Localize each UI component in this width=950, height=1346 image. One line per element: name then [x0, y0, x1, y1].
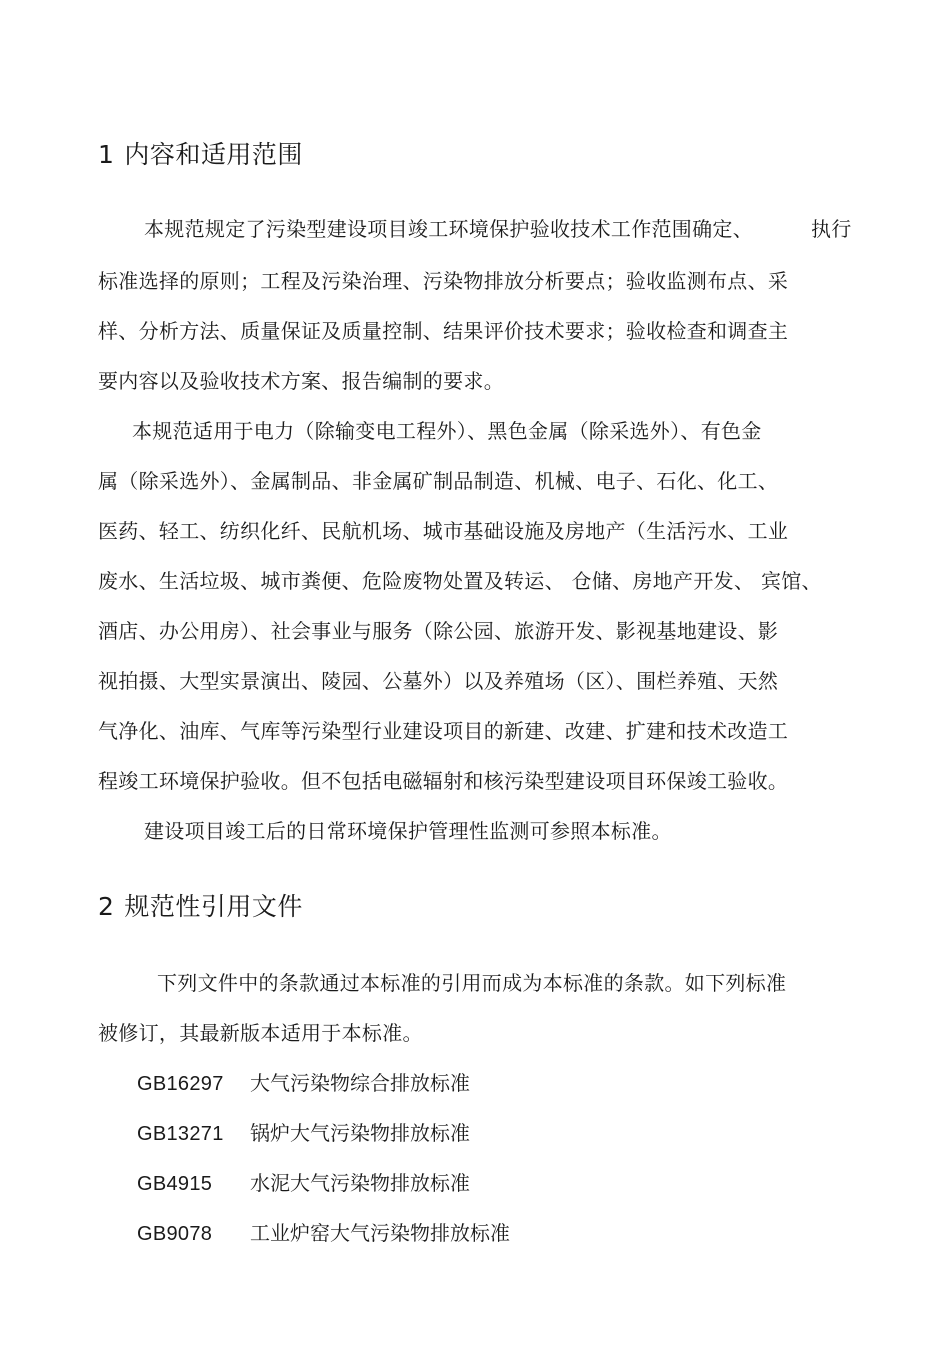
- paragraph-line: 气净化、油库、气库等污染型行业建设项目的新建、改建、扩建和技术改造工: [98, 719, 789, 743]
- paragraph-line: 程竣工环境保护验收。但不包括电磁辐射和核污染型建设项目环保竣工验收。: [98, 769, 789, 793]
- section-2-heading: [98, 892, 303, 922]
- standard-title: 锅炉大气污染物排放标准: [250, 1121, 470, 1145]
- paragraph-line: 医药、轻工、纺织化纤、民航机场、城市基础设施及房地产（生活污水、工业: [98, 519, 789, 543]
- standard-item: [137, 1220, 510, 1247]
- paragraph-line: 要内容以及验收技术方案、报告编制的要求。: [98, 369, 504, 393]
- paragraph-line: 属（除采选外）、金属制品、非金属矿制品制造、机械、电子、石化、化工、: [98, 469, 779, 493]
- standard-code: GB4915: [137, 1173, 213, 1195]
- paragraph-line: 视拍摄、大型实景演出、陵园、公墓外）以及养殖场（区）、围栏养殖、天然: [98, 669, 779, 693]
- paragraph-line: 执行: [811, 217, 852, 241]
- standard-code: GB9078: [137, 1223, 213, 1245]
- standard-title: 工业炉窑大气污染物排放标准: [250, 1221, 510, 1245]
- section-title: 内容和适用范围: [124, 140, 303, 169]
- paragraph-line: 本规范规定了污染型建设项目竣工环境保护验收技术工作范围确定、: [144, 217, 753, 241]
- paragraph-line: 标准选择的原则；工程及污染治理、污染物排放分析要点；验收监测布点、采: [98, 269, 789, 293]
- paragraph-line: 被修订，其最新版本适用于本标准。: [98, 1021, 423, 1045]
- standard-item: [137, 1120, 470, 1147]
- paragraph-line: 建设项目竣工后的日常环境保护管理性监测可参照本标准。: [144, 819, 672, 843]
- section-1-heading: [98, 140, 303, 170]
- standard-title: 水泥大气污染物排放标准: [250, 1171, 470, 1195]
- paragraph-line: 下列文件中的条款通过本标准的引用而成为本标准的条款。如下列标准: [157, 971, 787, 995]
- standard-code: GB13271: [137, 1123, 224, 1145]
- paragraph-line: 酒店、办公用房）、社会事业与服务（除公园、旅游开发、影视基地建设、影: [98, 619, 779, 643]
- standard-item: [137, 1070, 470, 1097]
- standard-title: 大气污染物综合排放标准: [250, 1071, 470, 1095]
- section-number: 1: [98, 140, 115, 169]
- section-number: 2: [98, 892, 115, 921]
- paragraph-line: 废水、生活垃圾、城市粪便、危险废物处置及转运、 仓储、房地产开发、 宾馆、: [98, 569, 822, 593]
- paragraph-line: 本规范适用于电力（除输变电工程外）、黑色金属（除采选外）、有色金: [132, 419, 762, 443]
- standard-code: GB16297: [137, 1073, 224, 1095]
- paragraph-line: 样、分析方法、质量保证及质量控制、结果评价技术要求；验收检查和调查主: [98, 319, 789, 343]
- standard-item: [137, 1170, 470, 1197]
- section-title: 规范性引用文件: [124, 892, 303, 921]
